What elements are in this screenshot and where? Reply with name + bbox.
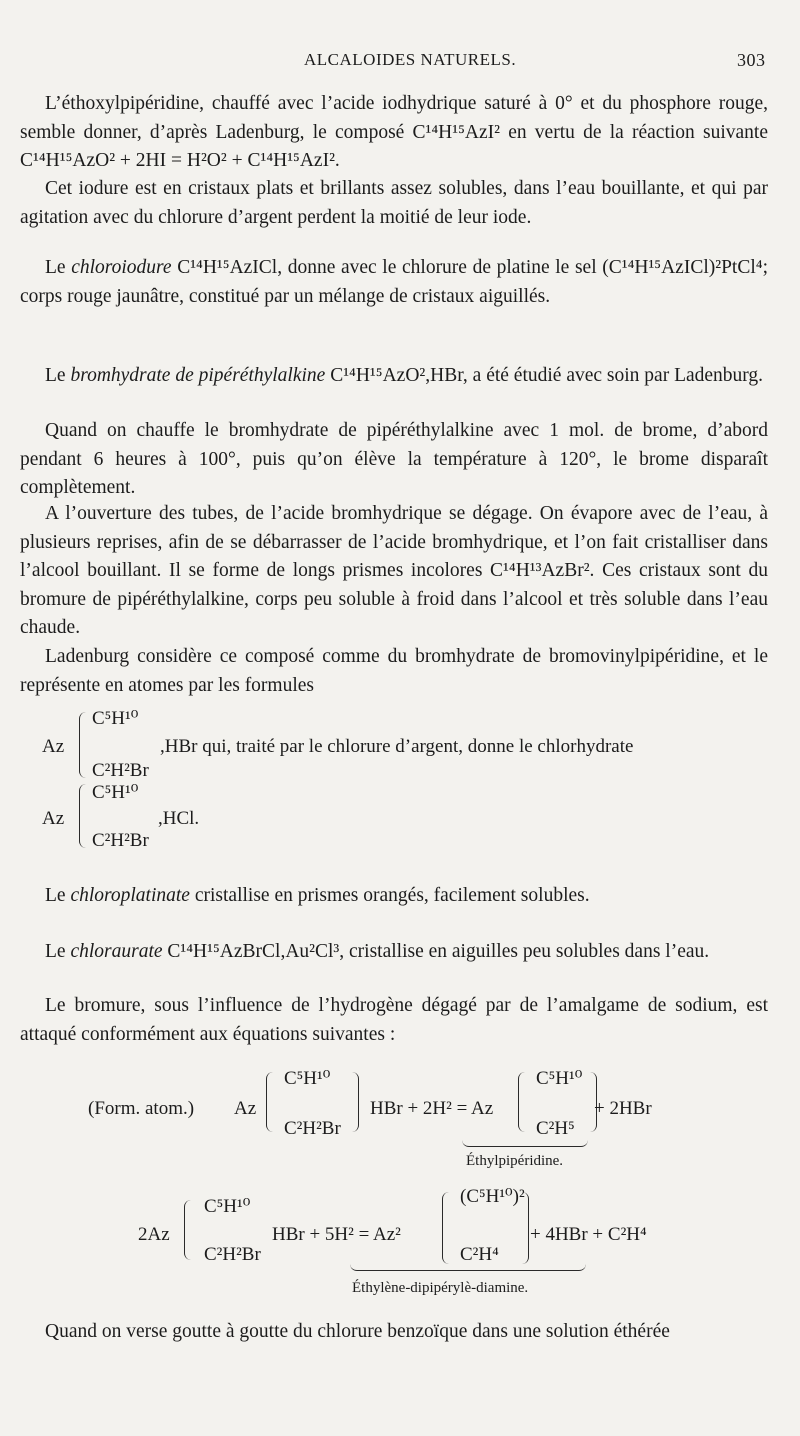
caption-ethylpiperidine: Éthylpipéridine.	[466, 1153, 564, 1169]
paragraph-ethoxylpiperidine: L’éthoxylpipéridine, chauffé avec l’acide iodhydrique saturé à 0° et du phosphore rouge, semble donner, d’après Ladenburg, le composé C¹⁴H¹⁵AzI² en vertu de la réaction suivante C¹⁴H¹⁵AzO² + 2HI = H²O² + C¹⁴H¹⁵AzI².	[20, 93, 768, 171]
right-brace	[522, 1192, 529, 1264]
page-number: 303	[737, 50, 766, 70]
term-chloroiodure: chloroiodure	[71, 257, 172, 278]
term-chloraurate: chloraurate	[70, 941, 163, 962]
paragraph-bromhydrate: Le bromhydrate de pipéréthylalkine C¹⁴H¹⁵AzO²,HBr, a été étudié avec soin par Ladenburg.	[45, 365, 764, 386]
running-title: ALCALOIDES NATURELS.	[304, 50, 517, 69]
left-brace	[79, 784, 86, 848]
book-page: ALCALOIDES NATURELS. 303 L’éthoxylpipéridine, chauffé avec l’acide iodhydrique saturé à 0° et du phosphore rouge, semble donner, d’après Ladenburg, le composé C¹⁴H¹⁵AzI² en vertu de la réaction suivante C¹⁴H¹⁵AzO² + 2HI = H²O² + C¹⁴H¹⁵AzI². Cet iodure est en cristaux plats et brillants assez solubles, dans l’eau bouillante, et qui par agitation avec du chlorure d’argent perdent la moitié de leur iode. Le chloroiodure C¹⁴H¹⁵AzICl, donne avec le chlorure de platine le sel (C¹⁴H¹⁵AzICl)²PtCl⁴; corps rouge jaunâtre, constitué par un mélange de cristaux aiguillés. Le bromhydrate de pipéréthylalkine C¹⁴H¹⁵AzO²,HBr, a été étudié avec soin par Ladenburg. Quand on chauffe le bromhydrate de pipéréthylalkine avec 1 mol. de brome, d’abord pendant 6 heures à 100°, puis qu’on élève la température à 120°, le brome disparaît complètement. A l’ouverture des tubes, de l’acide bromhydrique se dégage. On évapore avec de l’eau, à plusieurs reprises, afin de se débarrasser de l’acide bromhydrique, et l’on fait cristalliser dans l’alcool bouillant. Il se forme de longs prismes incolores C¹⁴H¹³AzBr². Ces cristaux sont du bromure de pipéréthylalkine, corps peu soluble à froid dans l’alcool et très soluble dans l’eau chaude. Ladenburg considère ce composé comme du bromhydrate de bromovinylpipéridine, et le représente en atomes par les formules Az C⁵H¹⁰ C²H²Br ,HBr qui, traité par le chlorure d’argent, donne le chlorhydrate Az C⁵H¹⁰ C²H²Br ,HCl. Le chloroplatinate cristallise en prismes orangés, facilement solubles. Le chloraurate C¹⁴H¹⁵AzBrCl,Au²Cl³, cristallise en aiguilles peu solubles dans l’eau. Le bromure, sous l’influence de l’hydrogène dégagé par de l’amalgame de sodium, est attaqué conformément aux équations suivantes : (Form. atom.) Az C⁵H¹⁰ C²H²Br HBr + 2H² = Az C⁵H¹⁰ C²H⁵ + 2HBr Éthylpipéridine. 2Az C⁵H¹⁰ C²H²Br HBr + 5H² = Az² (C⁵H¹⁰)² C²H⁴ + 4HBr + C²H⁴ Éthylène-dipipérylè-diamine. Quand on verse goutte à goutte du chlorure benzoïque dans une solution éthérée	[0, 0, 800, 1436]
paragraph-chloraurate: Le chloraurate C¹⁴H¹⁵AzBrCl,Au²Cl³, cristallise en aiguilles peu solubles dans l’eau.	[45, 941, 710, 962]
paragraph-chauffe: Quand on chauffe le bromhydrate de pipéréthylalkine avec 1 mol. de brome, d’abord pendant 6 heures à 100°, puis qu’on élève la température à 120°, le brome disparaît complètement.	[20, 420, 768, 498]
underbrace	[462, 1140, 588, 1147]
paragraph-iodure: Cet iodure est en cristaux plats et brillants assez solubles, dans l’eau bouillante, et qui par agitation avec du chlorure d’argent perdent la moitié de leur iode.	[20, 178, 768, 228]
running-header	[0, 50, 800, 72]
left-brace	[266, 1072, 273, 1132]
term-bromhydrate: bromhydrate de pipéréthylalkine	[70, 365, 326, 386]
caption-diamine: Éthylène-dipipérylè-diamine.	[352, 1280, 529, 1296]
paragraph-chloroplatinate: Le chloroplatinate cristallise en prismes orangés, facilement solubles.	[45, 885, 590, 906]
right-brace	[352, 1072, 359, 1132]
left-brace	[79, 712, 86, 778]
paragraph-chloroiodure: Le chloroiodure C¹⁴H¹⁵AzICl, donne avec le chlorure de platine le sel (C¹⁴H¹⁵AzICl)²PtCl⁴; corps rouge jaunâtre, constitué par un mélange de cristaux aiguillés.	[20, 257, 768, 307]
left-brace	[184, 1200, 191, 1260]
left-brace	[518, 1072, 525, 1132]
underbrace	[350, 1264, 586, 1271]
paragraph-bromure: Le bromure, sous l’influence de l’hydrogène dégagé par de l’amalgame de sodium, est attaqué conformément aux équations suivantes :	[20, 995, 768, 1045]
paragraph-ouverture: A l’ouverture des tubes, de l’acide bromhydrique se dégage. On évapore avec de l’eau, à plusieurs reprises, afin de se débarrasser de l’acide bromhydrique, et l’on fait cristalliser dans l’alcool bouillant. Il se forme de longs prismes incolores C¹⁴H¹³AzBr². Ces cristaux sont du bromure de pipéréthylalkine, corps peu soluble à froid dans l’alcool et très soluble dans l’eau chaude.	[20, 503, 768, 638]
paragraph-ladenburg: Ladenburg considère ce composé comme du bromhydrate de bromovinylpipéridine, et le représente en atomes par les formules	[20, 646, 768, 696]
term-chloroplatinate: chloroplatinate	[70, 885, 190, 906]
paragraph-benzoique: Quand on verse goutte à goutte du chlorure benzoïque dans une solution éthérée	[45, 1321, 670, 1342]
left-brace	[442, 1192, 449, 1264]
